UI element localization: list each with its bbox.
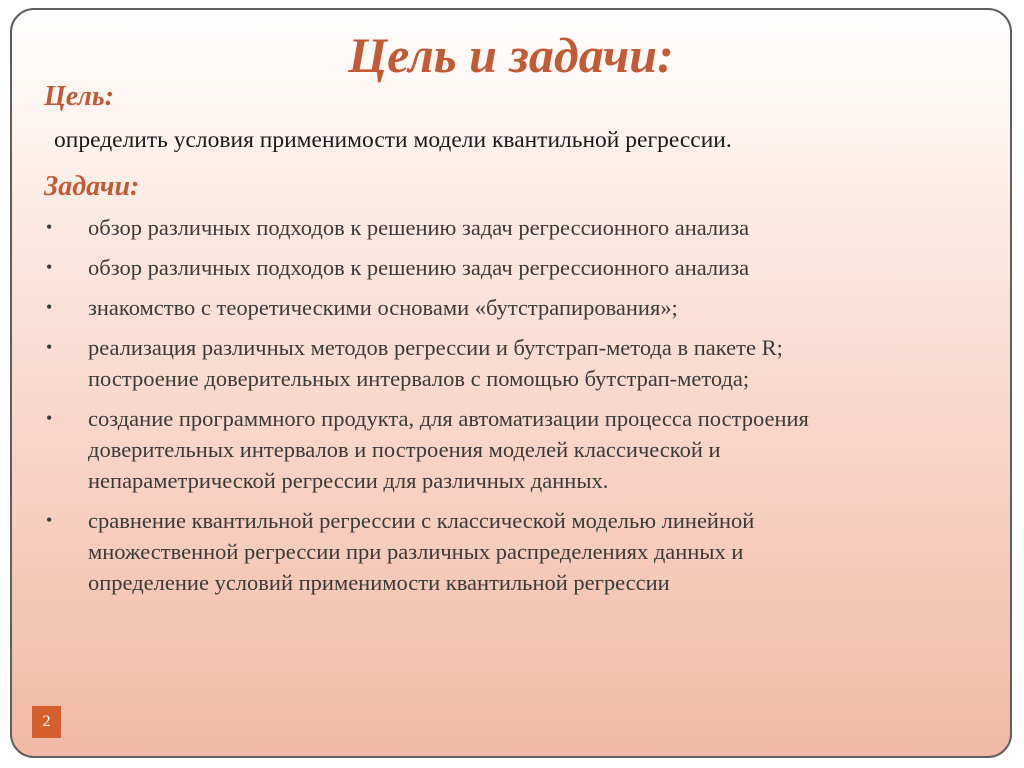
goal-heading: Цель: (44, 81, 114, 112)
bullet-icon: • (46, 297, 53, 317)
task-list (44, 212, 984, 607)
task-text: знакомство с теоретическими основами «бутстрапирования»; (88, 295, 678, 320)
bullet-icon: • (46, 510, 53, 530)
task-item (44, 212, 984, 243)
task-text: обзор различных подходов к решению задач регрессионного анализа (88, 215, 750, 240)
bullet-icon: • (46, 257, 53, 277)
task-text: реализация различных методов регрессии и бутстрап-метода в пакете R; построение доверительных интервалов с помощью бутстрап-метода; (88, 335, 783, 391)
slide (10, 8, 1012, 758)
bullet-icon: • (46, 217, 53, 237)
task-item (44, 505, 984, 598)
task-item (44, 292, 984, 323)
tasks-heading: Задачи: (44, 171, 140, 202)
task-item (44, 403, 984, 496)
task-text: сравнение квантильной регрессии с классической моделью линейной множественной регрессии при различных распределениях данных и определение условий применимости квантильной регрессии (88, 508, 755, 595)
goal-text: определить условия применимости модели квантильной регрессии. (54, 127, 732, 153)
task-item (44, 332, 984, 394)
page-number: 2 (32, 706, 61, 738)
bullet-icon: • (46, 408, 53, 428)
task-text: обзор различных подходов к решению задач регрессионного анализа (88, 255, 750, 280)
bullet-icon: • (46, 337, 53, 357)
task-item (44, 252, 984, 283)
slide-title: Цель и задачи: (348, 27, 674, 83)
task-text: создание программного продукта, для автоматизации процесса построения доверительных интервалов и построения моделей классической и непараметрической регрессии для различных данных. (88, 406, 809, 493)
